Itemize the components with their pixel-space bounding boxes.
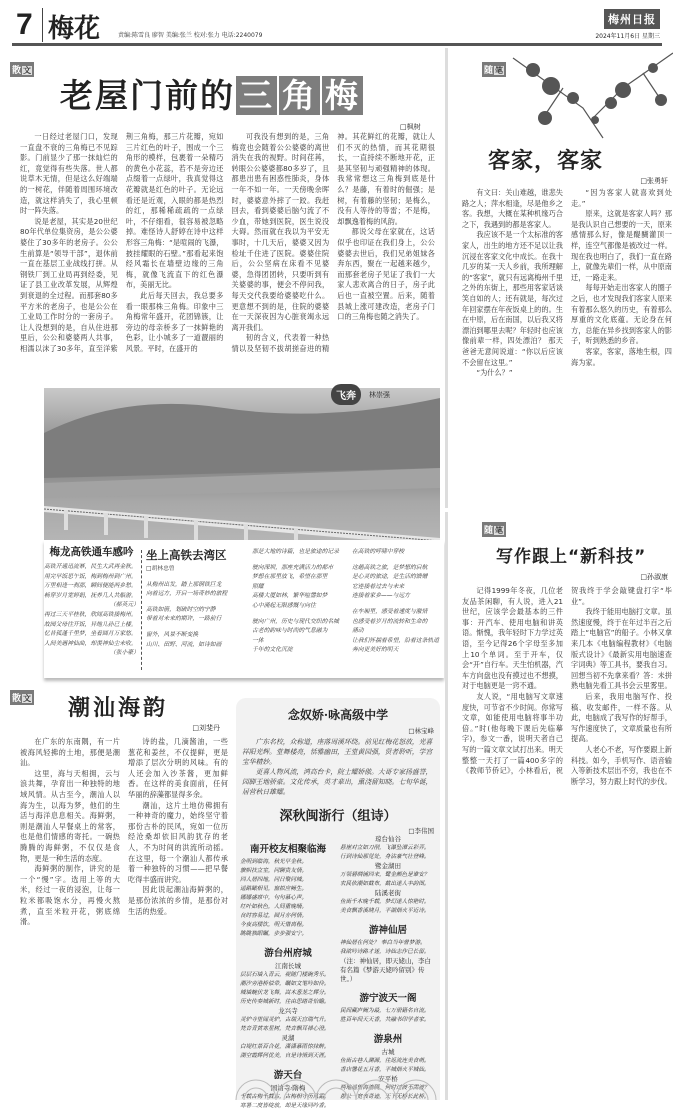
poem-line: 驶向广州，历史与现代交织的名城 <box>252 618 339 625</box>
title-highlight: 三 <box>236 76 277 115</box>
poem-line: 农民依潮如截布，截出迷人丰韵图。 <box>340 881 430 887</box>
title-highlight: 梅 <box>322 76 363 115</box>
paragraph: 在广东的东南隅，有一片被海风轻拂的土地，那便是潮汕。 <box>20 737 120 768</box>
poem-title: 梅龙高铁通车感吟 <box>49 546 134 558</box>
section-tag-prose <box>10 62 34 77</box>
poem-subtitle: 古城 <box>381 1048 395 1056</box>
poem-line: 千载古梅千载古，古梅相守历风霜。 <box>240 1094 330 1100</box>
poem-line: 美食飘香溪晓月，平湖烟火平近诗。 <box>340 908 430 914</box>
paragraph: 一日经过老屋门口，发现一直盘不衰的三角梅已不见踪影。门前显少了那一抹灿烂的红，竟觉得有些失落。世人都说草木无情，但是这么好端端的一树花，伴随着周围环境改造，就这样消失了，我心里顿时一阵失落。 <box>20 132 118 216</box>
poem-line: 高铁开通迅流幂，民生大武再金秋。 <box>44 564 137 570</box>
poem-title: 游天台 <box>273 1070 303 1081</box>
poem-subtitle: 陆溪老街 <box>375 889 401 897</box>
poem-subtitle: 灵湖 <box>281 1034 295 1042</box>
poem-line: 高铁如箭，划破时空的宁静 <box>146 606 216 613</box>
poem-body <box>236 737 440 797</box>
newspaper-logo: 梅州日报 <box>604 9 660 29</box>
poem-line: 人间美遇神仙曲，却羡神仙尘未收。 <box>44 640 137 647</box>
poem-line: 万里相逢一刹那，瞬间便能两乡愁。 <box>44 583 137 590</box>
poem-line: 一体 <box>252 637 264 644</box>
paragraph: 我应该不是一个太标准的客家人，出生的地方还不足以让我沉浸在客家文化中成长。在我十几岁的某一天人乡前，我所理解的“客家”，就只有远离梅州千里之外的东街上，那些用客家话谈笑自如的人；还有就是，每次过年回家摆在年夜饭桌上的的。生在中原，后在南国，以后我又将漂泊到哪里去呢？年轻时也应该像前辈一样，四处漂泊？ 那天爸爸无意间说道：“你以后应该不会留在这里。” <box>462 230 563 367</box>
classical-poems-box <box>236 698 440 1109</box>
tag-text: 随 <box>484 526 494 536</box>
poem-title: 南开校友相聚临海 <box>249 844 326 855</box>
poem-author: （郝英元） <box>110 602 139 609</box>
poem-continued <box>352 548 444 656</box>
poem-line: 让我们怀揣着希望，沿着这条轨道 <box>352 637 439 644</box>
poem-line: 城墙蜿伏龙飞舞，嵩木葱茏之辉分。 <box>240 990 330 996</box>
section-tag-essay <box>482 522 506 537</box>
poem-title: 游神仙居 <box>368 925 407 936</box>
poem-line: 香店馨花五月香，平城烟火平城仙。 <box>340 1067 430 1073</box>
poem-line: 奔向更美好的明天 <box>352 647 399 654</box>
editor-credits: 责编:陈雪良 廖智 美编:张兰 校对:张力 电话:2240079 <box>118 32 263 39</box>
plum-blossom-illustration <box>503 48 673 143</box>
poem-line: 千年的文化沉淀 <box>252 647 293 654</box>
poem-line: 在车厢里，感受着速度与激情 <box>352 608 428 615</box>
title-text: 写作跟上 <box>496 547 568 567</box>
paragraph: 友人说，“用电脑写文章速度快，可节省不少时间。你常写文章，如能使用电脑将事半功倍。”时(他每晚下课后先临摹字)，参文一番，说明天者自己写的一篇文章文试打出来。明天整整一天打了一篇400多字的《教师节侨记》，小林看后，祝贺我终于学会敲键盘打字“毕业”。 <box>462 586 672 776</box>
poem-line: 金明到临海，秋光早金秋。 <box>240 859 308 865</box>
poem-line: 旗帜扶立室，同聊贵友情。 <box>240 868 308 874</box>
photo-high-speed-rail <box>44 388 440 540</box>
poem-line: 是心灵的旅途，是生活的馈赠 <box>352 574 428 581</box>
page-number: 7 <box>16 8 33 41</box>
poem-line: 用完早饭思午饭，梅到梅州到广州。 <box>44 573 137 580</box>
section-tag-prose <box>10 690 34 705</box>
tag-text: 随 <box>484 66 494 76</box>
poem-line: 窗外，风景不断变换 <box>146 631 199 638</box>
poem-line: 白堤红景百合花，潇潇慕雨惊抹醉。 <box>240 1044 330 1050</box>
poem-line: 在高铁的呼啸中穿梭 <box>352 549 405 555</box>
poem-line: 悬崖对立如刀削，飞瀑坠潭云彩弄。 <box>340 845 430 851</box>
article-body <box>462 586 672 1096</box>
poem <box>146 548 246 676</box>
poem-subtitle: 国清寺·隋梅 <box>270 1084 306 1092</box>
main-article <box>0 48 440 388</box>
poem-title: 念奴娇·咏高级中学 <box>287 708 389 722</box>
poem-line: 山川、田野、河流，如诗如画 <box>146 641 222 648</box>
article-body <box>462 188 672 503</box>
poem-line: 我欲吟诗路才迷，诗仙志作已长留。 <box>340 949 430 955</box>
article-title <box>60 70 364 117</box>
paragraph: 后来，我用电脑写作、投稿、收发邮件，一样不落。从此，电脑成了我写作的好帮手，写作速度快了，文章质量也有所提高。 <box>571 691 672 744</box>
wave-pattern-decoration <box>236 1060 440 1100</box>
paragraph: 每每开始走出客家人的圈子之后，也才发现我们客家人原来有着那么悠久的历史，有着那么厚重的文化底蕴。无论身在何方，总能在异乡找到客家人的影子，听到熟悉的乡音。 <box>571 283 672 346</box>
poem-line: 胜百年间天天香，共融书印学者家。 <box>340 1017 430 1023</box>
poem-line: 两地遥望海湾隔，何时过渡不需渡？ <box>340 1085 430 1091</box>
paragraph: 说是老屋，其实是20世纪80年代单位集资房，是公公婆婆住了30多年的老房子。公公生前算是“领导干部”，退休前一直在基层工业战线打拼。从钢铁厂到工业局再到经委，见证了县工业改革发展，从辉煌到衰退的全过程。而那套80多平方米的老房子，也是公公在工业局工作时分的一套房子。让人没想到的是，自从住进那里后，公公和婆婆两人共事，相濡以沫了30多年，直至洋紫荆三角梅，那三片花瓣，宛如三片红色的叶子，围成一个三角形的模样，包裹着一朵精巧的黄色小花蕊，若不是旁边还点缀着一点绿叶，我真觉得这花瓣就是红色的叶子。无论远看还是近观，入眼的都是热烈的红，那稀稀疏疏的一点绿叶，不仔细看，很容易被忽略掉。难怪诗人舒婷在诗中这样形容三角梅：“是喧闹的飞瀑，披挂耀眼的石壁。”那看起来饱经风霜长在墙壁边缘的三角梅，就像飞流直下的红色瀑布，美丽无比。 <box>20 132 224 353</box>
poem-continued <box>252 548 348 656</box>
poem-author: □林宝峰 <box>408 727 434 735</box>
divider <box>42 8 43 42</box>
poem-author: □李伟国 <box>408 827 434 835</box>
poem-line: 鱼街古巷人渊源，往返流连美食萌。 <box>340 1058 430 1064</box>
article-author: □刘斐丹 <box>192 724 220 732</box>
page-header <box>12 6 662 46</box>
article-title <box>496 542 646 567</box>
tag-text-2: 笔 <box>495 526 504 535</box>
article-title: 潮汕海韵 <box>68 696 169 721</box>
paragraph: 可我没有想到的是，三角梅竟也会随着公公婆婆的离世消失在我的视野。时间荏苒，转眼公公婆婆都80多岁了，且都患出患有困惑性肺炎，身体一年不如一年。一天傍晚余晖时，婆婆意外摔了一跤。我赶回去，看到婆婆后脑勺流了不少血，带她到医院，医生说没大碍。然而就在我以为平安无事时，十几天后，婆婆又因为检址千住进了医院。婆婆住院后，公公坚病在床看不见婆婆，急得团团转，只要听到有关婆婆的事，便会不停问我，每天交代我要给婆婆吃什么。更意想不到的是，住院的婆婆在一天深夜因为心脏衰竭永远离开我们。 <box>231 132 330 332</box>
poem-title: 游宁波天一阁 <box>359 993 417 1004</box>
paragraph: 海鲜粥的制作，讲究的是一个“慢”字。选用上等的大米，经过一夜的浸泡，让每一粒米都吸饱水分，再慢火熬煮，直至米粒开花，粥底绵滑。 <box>20 864 120 927</box>
poem-subtitle: 江南长城 <box>275 962 301 970</box>
article-body <box>20 132 435 384</box>
poem-line: 湖空霞辉何优美，自是诗情到天涯。 <box>240 1053 330 1059</box>
poem-line: 历史传奏城新时，往由思绪奇怡瞻。 <box>240 999 330 1005</box>
poem-line: 良时容易过，圆月亦何情。 <box>240 913 308 919</box>
poem-subtitle: 安平桥 <box>378 1075 398 1083</box>
poem-line: 涌动 <box>352 628 364 635</box>
poem-author: □胡林忠曾 <box>146 566 175 572</box>
paragraph: “因为客家人就喜欢到处走。” <box>571 188 672 208</box>
poem-line: 潮汐旁港桥似带，瞩如文笔吟如伶。 <box>240 981 330 987</box>
issue-date: 2024年11月6日 星期三 <box>595 33 660 40</box>
poem-line: 娜娜盛席中，句句慕心声。 <box>240 895 308 901</box>
poem-line: 畅穿岁月宽婷娟，抚养几人共船游。 <box>44 592 137 599</box>
article-author: □孙淑康 <box>640 573 668 581</box>
poem-line: 驶向深圳，那座充满活力的都市 <box>252 564 334 571</box>
divider <box>141 550 142 670</box>
hakka-article <box>445 48 672 508</box>
poem-line: 梵音青黄寒星树，梵音飘耳禅心澄。 <box>240 1026 330 1032</box>
title-text-quoted: “新科技” <box>568 547 647 567</box>
tag-text: 散 <box>12 66 22 76</box>
poem-line: 从梅州出发，踏上那钢铁巨龙 <box>146 581 222 588</box>
poem-stanza: 广东名校，众称道，座落周溪环绕。前见红梅花怒放，光喜祥阳光辉。堂舞楼亮，恬雅幽田，王堂黄园强，贤者聆听，学宫宝华精妙。 <box>242 738 433 766</box>
paragraph: 有文曰：关山难越，谁悲失路之人；萍水相逢，尽是他乡之客。我想，大概在某种机缘巧合之下，我遇到的都是客家人。 <box>462 188 563 229</box>
poem-group-title: 深秋闽浙行（组诗） <box>279 809 397 824</box>
poem-title: 游台州府城 <box>264 948 312 959</box>
paragraph: 都说父母在家就在，这话似乎也印证在我们身上，公公婆婆去世后，我们兄弟姐妹各奔东西，聚在一起越来越少，而那套老房子见证了我们一大家人悲欢离合的日子，房子此后也一直被空置。后来，随着县城上涨可建改造，老房子门口的三角梅也随之消失了。 <box>337 227 435 322</box>
poem-stanza: 更喜人物风流，鸿高台卡，院士耀娇傲。大哥专家扬盛誉，园脚王地骄豪。文化传承，英才辈出，熏浇留知晓。七旬华诞，居营秋日雄耀。 <box>242 768 433 796</box>
photo-illustration <box>44 388 440 540</box>
poem-line: 忆昔孤蓬千里梦，坐看圆月万家悠。 <box>44 631 137 638</box>
poem-line: 神仙居在何处？ 奉白当年曾梦游。 <box>340 940 426 946</box>
poem-line: 鱼街千木晚千载，梦幻迷人惊艳时。 <box>340 899 430 905</box>
poem-part <box>44 563 139 659</box>
poem-note: （注：神仙居，即天姥山，李白有名篇《梦游天姥吟留别》传世。） <box>340 957 431 983</box>
tag-text-2: 文 <box>23 694 32 703</box>
poem-line: 向着远方，开启一场奇妙的旅程 <box>146 591 228 598</box>
paragraph: 原来，这就是客家人吗？那是我认识自己想要的一天，原来感情那么好，像是醍醐灌顶一样，连空气都像是被改过一样。现在我也明白了，我们一直在路上，就像先辈们一样，从中原南迁，一路走来。 <box>571 209 672 282</box>
section-name: 梅花 <box>48 14 101 44</box>
poem-line: 寒暑二度皆绽放，却是天缘同吟香。 <box>240 1103 330 1109</box>
poem-line: 这趟高铁之旅，是梦想的启航 <box>352 564 428 571</box>
poem-line: 心中涌起无限感慨与向往 <box>252 602 316 609</box>
paragraph: 因此说起潮汕海鲜粥的，是那份浓浓的乡情，是那份对生活的热爱。 <box>128 885 228 916</box>
article-author: □枫树 <box>400 123 421 131</box>
poem-line: 高楼大厦如林，繁华喧嚣如梦 <box>252 593 328 600</box>
poem-title: 坐上高铁去湾区 <box>146 548 227 562</box>
chaoshan-article <box>0 685 232 1100</box>
poem-line: 民间藏庐阙为最，七万册籍名自流。 <box>340 1008 430 1014</box>
paragraph: 诗的盐，几滴酱油，一些葱花和姜丝，不仅提鲜，更是增添了层次分明的风味。有的人还会加入沙茶酱，更加鲜香。在这样的美食面前，任何华丽的辞藻都显得多余。 <box>128 737 228 799</box>
poem-line: 行到诗仙那觉处，身沾豪气壮登峰。 <box>340 854 430 860</box>
poem-line: 愚公一宽表奇迹，天下无桥长此桥。 <box>340 1094 430 1100</box>
paragraph: 这里，海与天相拥，云与浪共舞，孕育出一种独特的地域风情。从古至今，潮汕人以海为生，以海为梦，他们的生活与海洋息息相关。海鲜粥，则是潮汕人早餐桌上的常客，也是他们情感的寄托。一碗热腾腾的海鲜粥，不仅仅是食物，更是一种生活的态度。 <box>20 768 120 863</box>
paragraph: 此后每天回去，我总要多看一眼那株三角梅。印象中三角梅常年盛开，花团锦簇，让旁边的母亲桥多了一抹鲜艳的色彩，让小城多了一道靓丽的风景。平时，在盛开的 <box>125 290 224 353</box>
poem-line: 今夜高楼饮，明天惜离程。 <box>240 922 308 928</box>
title-text: 老屋门前的 <box>60 76 235 115</box>
poem-lines <box>146 581 246 651</box>
paragraph: 人老心不老，写作要跟上新科技。如今，手机写作、语音输入等新技术层出不穷，我也在不断学习，努力跟上时代的步伐。 <box>571 744 672 786</box>
tech-article <box>445 512 672 1100</box>
paragraph: 韧的含义，代表着一种热情以及坚韧不拔胡搓奋进的精神。其花鲜红的花瓣，就让人们不灭的热情，而其花期很长，一直持续不断地开花，正是其坚韧与顽强精神的体现。我常常想这三角梅到底是什么？是藤，有着时的倔强；是树，有着藤的坚韧；是梅么，没有人等待的等雷；不是梅，却飘逸着梅的风韵。 <box>231 132 435 353</box>
poem-subtitle: 鹭金湖田 <box>375 862 401 870</box>
tag-text: 散 <box>12 694 22 704</box>
poem-line: 梦想在那里放飞，希望在那里 <box>252 574 328 581</box>
poem-line: 遥路瞰相见，窗拟应畅生。 <box>240 886 308 892</box>
poem-line: 四人居四地，同日聚同城。 <box>240 877 308 883</box>
poem-line: 故园父母往开饭，异地儿孙已上楼。 <box>44 621 137 628</box>
tag-text-2: 文 <box>23 66 32 75</box>
poem-subtitle: 龙兴寺 <box>278 1007 298 1015</box>
paragraph: 记得1999年冬夜，几位老友品茶闲聊，有人说，进入21世纪，应该学会最基本的三件事：开汽车、使用电脑和讲英语。惭愧，我年轻时下力学过英语，至今记得26个字母至多加上10个单词。至于开车，仅会“开”自行车。天生怕机器，汽车方向盘也没有摸过也不想摸，对于电脑更是一窍不通。 <box>462 586 563 691</box>
poem-line: 眺眺独眼瞩，步步强安宁。 <box>240 931 308 937</box>
poem-author: （张小豪） <box>110 650 139 657</box>
photographer: 林崇强 <box>369 391 390 399</box>
poem-title: 游泉州 <box>373 1034 403 1045</box>
poem-line: 层层石墙入青云，视随门楼碗秀乐。 <box>240 972 330 978</box>
title-highlight: 角 <box>279 76 320 115</box>
poem-line: 灵炉寺里闻灵炉，古瑞天宫瑞气升。 <box>240 1017 330 1023</box>
article-title: 客家，客家 <box>488 148 604 174</box>
poems-rail-section <box>44 540 444 678</box>
poem-line: 照耀 <box>252 583 264 590</box>
poem-line: 再过三天平桂秋，欣闻高铁接梅州。 <box>44 611 137 618</box>
poem-line: 带着对未来的期许，一路前行 <box>146 616 222 623</box>
paragraph: 潮汕，这片土地仿佛拥有一种神奇的魔力，始终坚守着那份古朴的民风，宛如一位历经沧桑却依旧风韵犹存的老人，不为时间的洪流所动摇。在这里，每一个潮汕人都传承着一种独特的习惯——把早餐吃得丰盛而讲究。 <box>128 800 228 884</box>
poem-line: 那是大地的诗篇，也是旅途的记录 <box>252 549 339 555</box>
tag-text-2: 笔 <box>495 66 504 75</box>
poem-line: 它连接着过去与未来 <box>352 583 405 590</box>
paragraph: 客家，客家，落地生根，四海为家。 <box>571 346 672 367</box>
poem-line: 也感受着岁月的流转和生命的 <box>352 618 428 625</box>
article-body <box>20 737 228 1097</box>
poem-line: 连接着家乡——与远方 <box>352 593 410 600</box>
poem-line: 红叶如秋色，人间重晚晴。 <box>240 904 308 910</box>
article-author: □张勇轩 <box>640 177 668 185</box>
poem-line: 万领碧绸铺四来，鹭金颜色是谁安？ <box>340 872 430 878</box>
poem <box>44 546 139 659</box>
paragraph: “为什么？” <box>476 368 513 378</box>
poem-line: 古老的韵味与时尚的气息融为 <box>252 628 328 635</box>
photo-title-badge: 飞奔 <box>331 384 361 405</box>
paragraph: 我终于能用电脑打文章。虽然速度慢，终于在年过半百之后踏上“电脑官”的船子。小林又拿来几本《电脑编程教材》《电脑版式设计》《最新实用电脑速查字词典》等工具书，要我自习。回想当初不先拿来看？答：未拼熟电脑先看工具书会云里雾里。 <box>571 607 672 691</box>
poem-subtitle: 琼台仙谷 <box>375 835 401 843</box>
